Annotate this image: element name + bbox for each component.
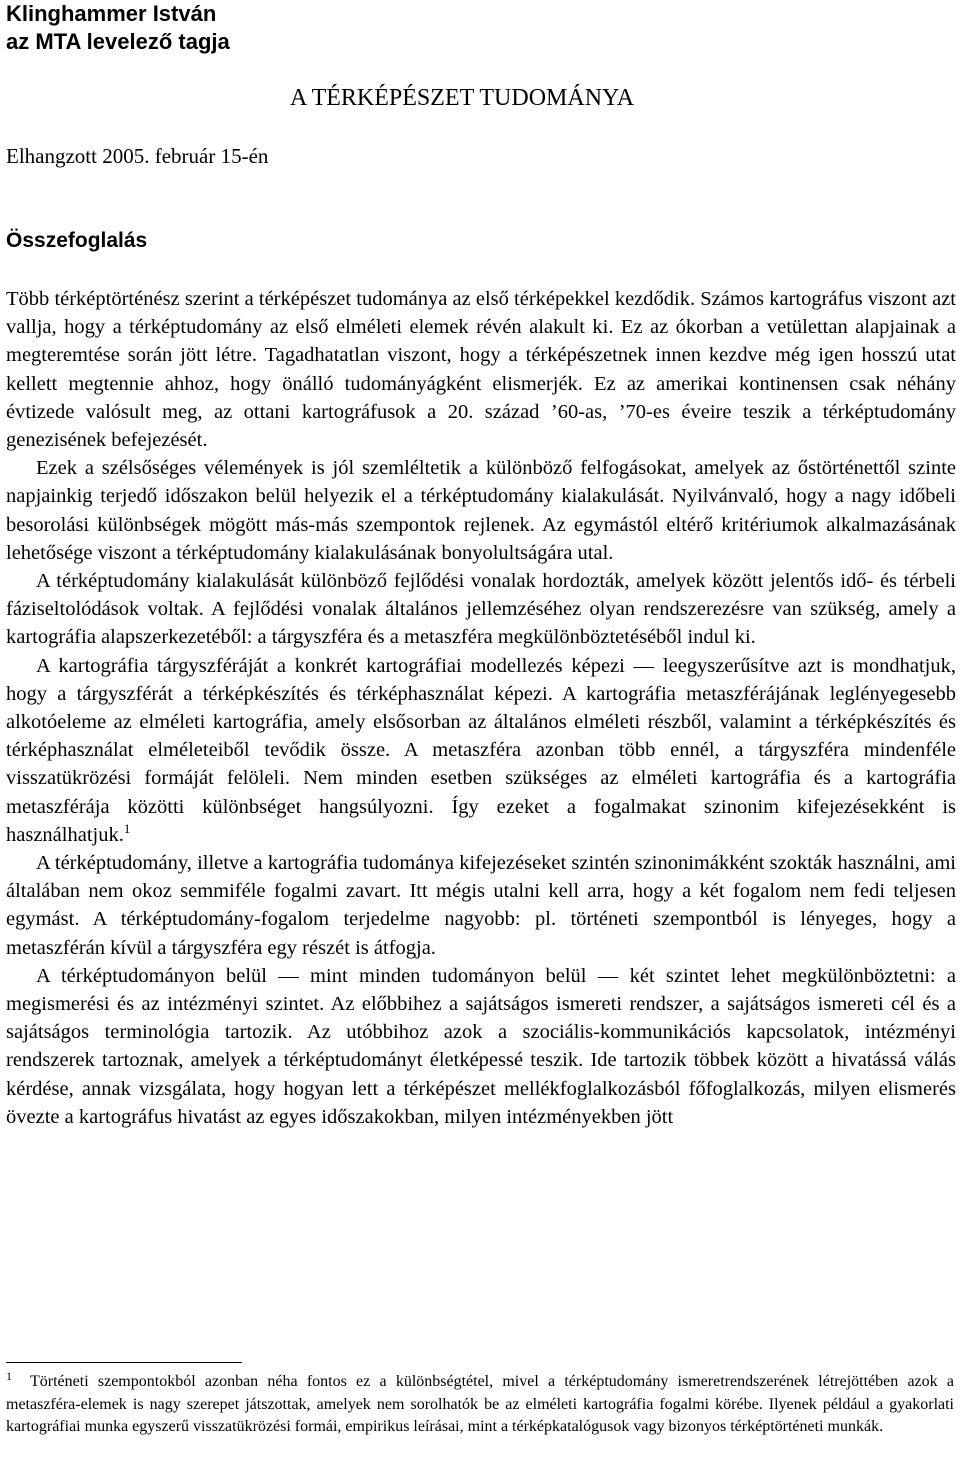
footnote-number: 1 [6, 1368, 12, 1383]
footnote-separator [6, 1362, 242, 1363]
document-title: A TÉRKÉPÉSZET TUDOMÁNYA [290, 85, 635, 111]
paragraph: Több térképtörténész szerint a térképészet tudománya az első térképekkel kezdődik. Számos kartográfus viszont azt vallja, hogy a térképtudomány az első elméleti elemek révén alakult ki. Ez az ókorban a vetülettan alapjainak a megteremtése során jött létre. Tagadhatatlan viszont, hogy a térképészetnek innen kezdve még igen hosszú utat kellett megtennie ahhoz, hogy önálló tudományágként elismerjék. Ez az amerikai kontinensen csak néhány évtizede valósult meg, az ottani kartográfusok a 20. század ’60-as, ’70-es éveire teszik a térképtudomány genezisének befejezését. [6, 288, 956, 452]
author-name: Klinghammer István [6, 1, 217, 26]
lecture-date: Elhangzott 2005. február 15-én [6, 144, 269, 168]
paragraph: A térképtudomány kialakulását különböző fejlődési vonalak hordozták, amelyek között jelentős idő- és térbeli fáziseltolódások voltak. A fejlődési vonalak általános jellemzéséhez olyan rendszerezésre van szükség, amely a kartográfia alapszerkezetéből: a tárgyszféra és a metaszféra megkülönböztetéséből indul ki. [6, 570, 956, 649]
paragraph: Ezek a szélsőséges vélemények is jól szemléltetik a különböző felfogásokat, amelyek az őstörténettől szinte napjainkig terjedő időszakon belül helyezik el a térképtudomány kialakulását. Nyilvánvaló, hogy a nagy időbeli besorolási különbségek mögött más-más szempontok rejlenek. Az egymástól eltérő kritériumok alkalmazásának lehetősége viszont a térképtudomány kialakulásának bonyolultságára utal. [6, 457, 956, 564]
footnote [6, 1368, 954, 1439]
paragraph: A térképtudományon belül — mint minden tudományon belül — két szintet lehet megkülönböztetni: a megismerési és az intézményi szintet. Az előbbihez a sajátságos ismereti rendszer, a sajátságos ismereti cél és a sajátságos terminológia tartozik. Az utóbbihoz azok a szociális-kommunikációs kapcsolatok, intézményi rendszerek tartoznak, amelyek a térképtudományt életképessé teszik. Ide tartozik többek között a hivatássá válás kérdése, annak vizsgálata, hogy hogyan lett a térképészet mellékfoglalkozásból főfoglalkozás, milyen elismerés övezte a kartográfus hivatást az egyes időszakokban, milyen intézményekben jött [6, 964, 956, 1128]
body-text [6, 285, 956, 1131]
footnote-reference: 1 [123, 821, 131, 837]
paragraph: A kartográfia tárgyszféráját a konkrét kartográfiai modellezés képezi — leegyszerűsítve azt is mondhatjuk, hogy a tárgyszférát a térképkészítés és térképhasználat képezi. A kartográfia metaszférájának leglényegesebb alkotóeleme az elméleti kartográfia, amely elsősorban az általános elméleti részből, valamint a térképkészítés és térképhasználat elméleteiből tevődik össze. A metaszféra azonban több ennél, a tárgyszféra mindenféle visszatükrözési formáját felöleli. Nem minden esetben szükséges az elméleti kartográfia és a kartográfia metaszférája közötti különbséget hangsúlyozni. Így ezeket a fogalmakat szinonim kifejezésekként is használhatjuk.$^1$ [6, 654, 956, 846]
author-affiliation: az MTA levelező tagja [6, 29, 230, 54]
author-block [6, 0, 230, 56]
summary-heading: Összefoglalás [6, 229, 148, 252]
footnote-text: Történeti szempontokból azonban néha fontos ez a különbségtétel, mivel a térképtudomány ismeretrendszerének létrejöttében azok a metaszféra-elemek is nagy szerepet játszottak, amelyek nem sorolhatók be az elméleti kartográfia fogalmi körébe. Ilyenek például a gyakorlati kartográfiai munka egyszerű visszatükrözési formái, empirikus leírásai, mint a térképkatalógusok vagy bizonyos térképtörténeti munkák. [6, 1373, 954, 1435]
paragraph: A térképtudomány, illetve a kartográfia tudománya kifejezéseket szintén szinonimákként szokták használni, ami általában nem okoz semmiféle fogalmi zavart. Itt mégis utalni kell arra, hogy a két fogalom nem fedi teljesen egymást. A térképtudomány-fogalom terjedelme nagyobb: pl. történeti szempontból is lényeges, hogy a metaszférán kívül a tárgyszféra egy részét is átfogja. [6, 852, 956, 959]
